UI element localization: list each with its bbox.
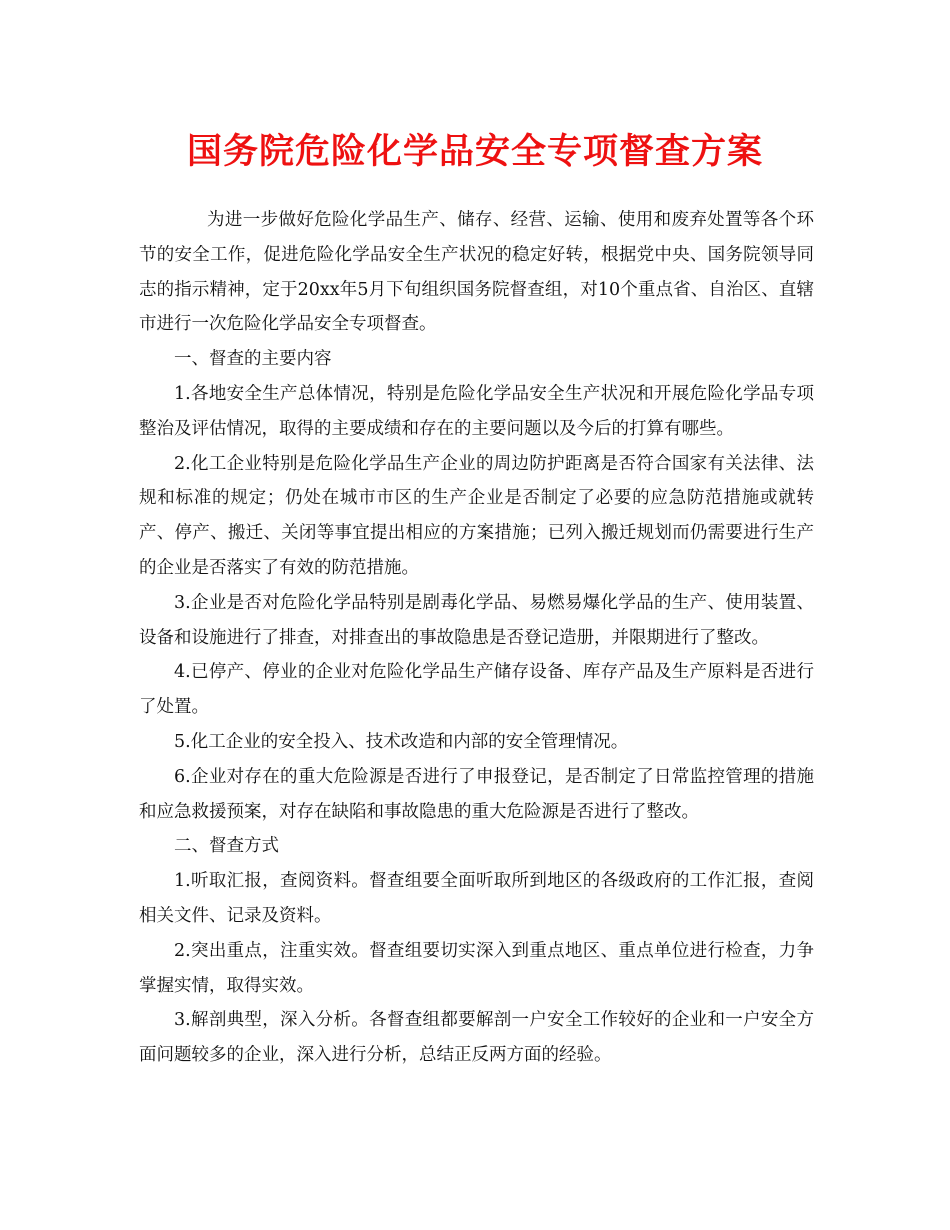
list-item: 4.已停产、停业的企业对危险化学品生产储存设备、库存产品及生产原料是否进行了处置。 [139,662,814,718]
intro-paragraph: 为进一步做好危险化学品生产、储存、经营、运输、使用和废弃处置等各个环节的安全工作，促进危险化学品安全生产状况的稳定好转，根据党中央、国务院领导同志的指示精神，定于20xx年5月下旬组织国务院督查组，对10个重点省、自治区、直辖市进行一次危险化学品安全专项督查。 [139,210,814,335]
list-item: 2.突出重点，注重实效。督查组要切实深入到重点地区、重点单位进行检查，力争掌握实情，取得实效。 [139,940,814,996]
section-heading-inspection-method: 二、督查方式 [174,836,279,857]
list-item: 2.化工企业特别是危险化学品生产企业的周边防护距离是否符合国家有关法律、法规和标准的规定；仍处在城市市区的生产企业是否制定了必要的应急防范措施或就转产、停产、搬迁、关闭等事宜提出相应的方案措施；已列入搬迁规划而仍需要进行生产的企业是否落实了有效的防范措施。 [139,453,814,578]
document-title: 国务院危险化学品安全专项督查方案 [186,131,763,172]
list-item: 6.企业对存在的重大危险源是否进行了申报登记，是否制定了日常监控管理的措施和应急救援预案，对存在缺陷和事故隐患的重大危险源是否进行了整改。 [139,766,814,822]
list-item: 1.各地安全生产总体情况，特别是危险化学品安全生产状况和开展危险化学品专项整治及评估情况，取得的主要成绩和存在的主要问题以及今后的打算有哪些。 [139,383,814,439]
list-item: 5.化工企业的安全投入、技术改造和内部的安全管理情况。 [174,731,629,752]
document-body [139,203,814,1073]
list-item: 1.听取汇报，查阅资料。督查组要全面听取所到地区的各级政府的工作汇报，查阅相关文件、记录及资料。 [139,871,814,926]
list-item: 3.解剖典型，深入分析。各督查组都要解剖一户安全工作较好的企业和一户安全方面问题较多的企业，深入进行分析，总结正反两方面的经验。 [139,1010,814,1066]
section-heading-inspection-content: 一、督查的主要内容 [174,349,332,370]
list-item: 3.企业是否对危险化学品特别是剧毒化学品、易燃易爆化学品的生产、使用装置、设备和设施进行了排查，对排查出的事故隐患是否登记造册，并限期进行了整改。 [139,592,814,648]
